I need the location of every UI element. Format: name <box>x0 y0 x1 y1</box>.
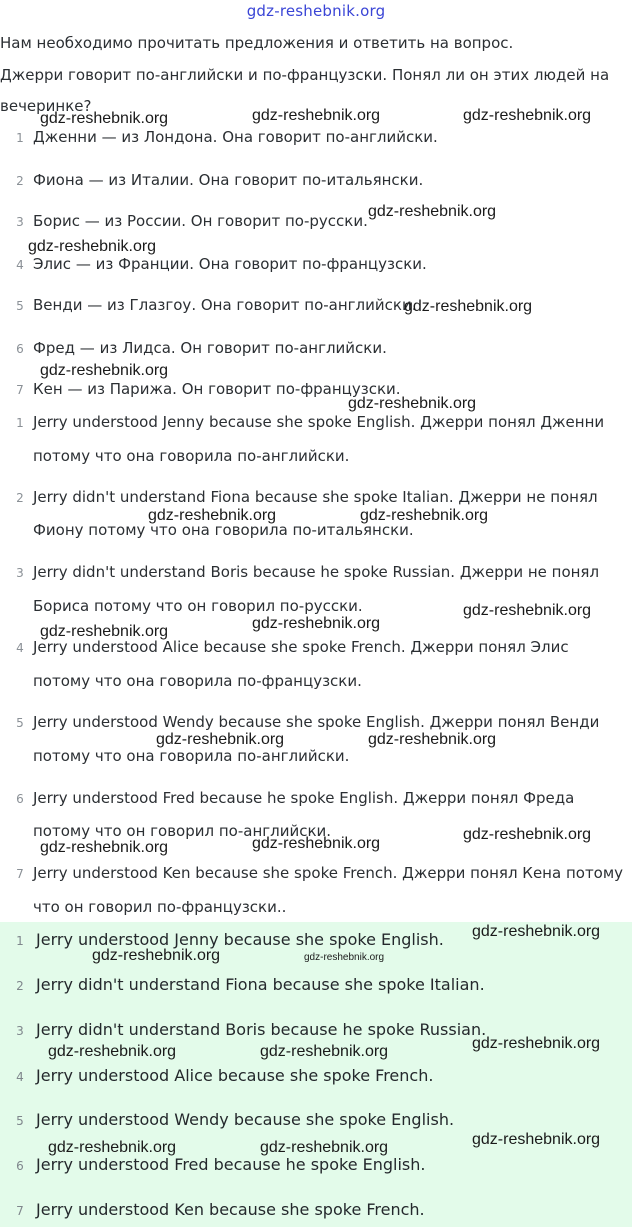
watermark: gdz-reshebnik.org <box>40 110 169 127</box>
statement-text: Дженни — из Лондона. Она говорит по-английски. <box>33 128 438 146</box>
answer-text: Jerry understood Wendy because she spoke English. <box>36 1110 455 1129</box>
explanation-translation: Фиону потому что она говорила по-итальянски. <box>33 521 414 539</box>
watermark: gdz-reshebnik.org <box>252 835 381 852</box>
watermark: gdz-reshebnik.org <box>156 731 285 748</box>
item-number: 1 <box>16 131 24 145</box>
watermark: gdz-reshebnik.org <box>148 507 277 524</box>
item-number: 6 <box>16 1159 24 1173</box>
statement-text: Кен — из Парижа. Он говорит по-французски. <box>33 380 401 398</box>
explanation-line: Jerry understood Alice because she spoke French. Джерри понял Элис <box>33 638 569 656</box>
item-number: 5 <box>16 716 24 730</box>
item-number: 7 <box>16 867 24 881</box>
watermark: gdz-reshebnik.org <box>404 298 533 315</box>
watermark: gdz-reshebnik.org <box>40 623 169 640</box>
answer-text: Jerry understood Fred because he spoke English. <box>36 1155 426 1174</box>
watermark: gdz-reshebnik.org <box>348 395 477 412</box>
item-number: 4 <box>16 641 24 655</box>
watermark: gdz-reshebnik.org <box>28 238 157 255</box>
item-number: 6 <box>16 792 24 806</box>
watermark: gdz-reshebnik.org <box>260 1043 389 1060</box>
explanation-translation: потому что он говорил по-английски. <box>33 822 332 840</box>
watermark: gdz-reshebnik.org <box>92 947 221 964</box>
watermark: gdz-reshebnik.org <box>368 203 497 220</box>
answer-text: Jerry understood Alice because she spoke French. <box>36 1066 434 1085</box>
explanation-line: Jerry understood Ken because she spoke French. Джерри понял Кена потому <box>33 864 624 882</box>
item-number: 2 <box>16 491 24 505</box>
item-number: 5 <box>16 1114 24 1128</box>
item-number: 7 <box>16 383 24 397</box>
watermark: gdz-reshebnik.org <box>48 1139 177 1156</box>
item-number: 6 <box>16 342 24 356</box>
item-number: 1 <box>16 416 24 430</box>
watermark: gdz-reshebnik.org <box>463 602 592 619</box>
statement-text: Элис — из Франции. Она говорит по-французски. <box>33 255 427 273</box>
item-number: 5 <box>16 299 24 313</box>
explanation-translation: потому что она говорила по-английски. <box>33 447 350 465</box>
explanation-line: Jerry understood Jenny because she spoke English. Джерри понял Дженни <box>33 413 605 431</box>
item-number: 3 <box>16 215 24 229</box>
explanation-translation: что он говорил по-французски.. <box>33 898 287 916</box>
item-number: 3 <box>16 566 24 580</box>
item-number: 4 <box>16 258 24 272</box>
watermark: gdz-reshebnik.org <box>304 952 385 963</box>
item-number: 2 <box>16 979 24 993</box>
answer-text: Jerry didn't understand Fiona because she spoke Italian. <box>36 975 485 994</box>
intro-question: Джерри говорит по-английски и по-французски. Понял ли он этих людей на <box>0 66 610 84</box>
explanation-translation: Бориса потому что он говорил по-русски. <box>33 597 363 615</box>
watermark: gdz-reshebnik.org <box>463 826 592 843</box>
explanation-translation: потому что она говорила по-английски. <box>33 747 350 765</box>
statement-text: Венди — из Глазгоу. Она говорит по-английски. <box>33 296 417 314</box>
watermark: gdz-reshebnik.org <box>463 107 592 124</box>
item-number: 3 <box>16 1024 24 1038</box>
explanation-line: Jerry didn't understand Boris because he spoke Russian. Джерри не понял <box>33 563 600 581</box>
explanation-translation: потому что она говорила по-французски. <box>33 672 362 690</box>
watermark: gdz-reshebnik.org <box>260 1139 389 1156</box>
watermark: gdz-reshebnik.org <box>252 107 381 124</box>
item-number: 2 <box>16 174 24 188</box>
watermark: gdz-reshebnik.org <box>472 1131 601 1148</box>
site-header-link[interactable]: gdz-reshebnik.org <box>246 2 386 20</box>
statement-text: Борис — из России. Он говорит по-русски. <box>33 212 368 230</box>
watermark: gdz-reshebnik.org <box>368 731 497 748</box>
watermark: gdz-reshebnik.org <box>360 507 489 524</box>
intro-question-end: вечеринке? <box>0 97 92 115</box>
watermark: gdz-reshebnik.org <box>40 839 169 856</box>
intro-instruction: Нам необходимо прочитать предложения и ответить на вопрос. <box>0 34 514 52</box>
watermark: gdz-reshebnik.org <box>472 1035 601 1052</box>
statement-text: Фред — из Лидса. Он говорит по-английски. <box>33 339 387 357</box>
watermark: gdz-reshebnik.org <box>252 615 381 632</box>
explanation-line: Jerry didn't understand Fiona because she spoke Italian. Джерри не понял <box>33 488 598 506</box>
answer-text: Jerry understood Ken because she spoke French. <box>36 1200 425 1219</box>
answer-text: Jerry understood Jenny because she spoke English. <box>36 930 444 949</box>
answer-text: Jerry didn't understand Boris because he spoke Russian. <box>36 1020 487 1039</box>
item-number: 1 <box>16 934 24 948</box>
statement-text: Фиона — из Италии. Она говорит по-итальянски. <box>33 171 424 189</box>
explanation-line: Jerry understood Fred because he spoke English. Джерри понял Фреда <box>33 789 575 807</box>
watermark: gdz-reshebnik.org <box>472 923 601 940</box>
explanation-line: Jerry understood Wendy because she spoke English. Джерри понял Венди <box>33 713 600 731</box>
item-number: 7 <box>16 1204 24 1218</box>
watermark: gdz-reshebnik.org <box>48 1043 177 1060</box>
item-number: 4 <box>16 1070 24 1084</box>
watermark: gdz-reshebnik.org <box>40 362 169 379</box>
